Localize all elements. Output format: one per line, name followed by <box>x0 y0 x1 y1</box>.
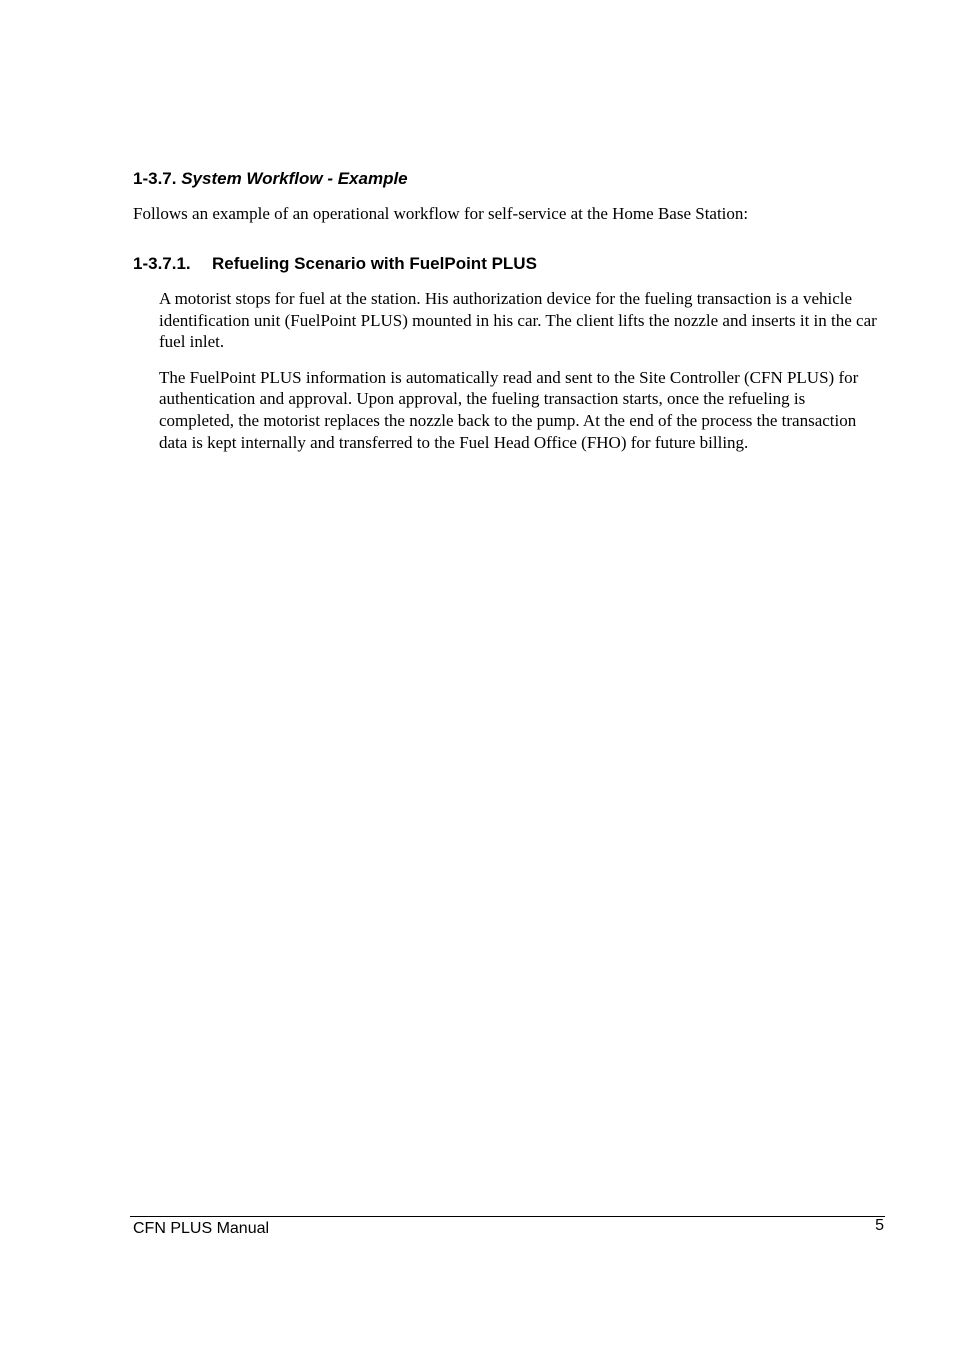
section-heading <box>133 168 408 190</box>
subsection-title: Refueling Scenario with FuelPoint PLUS <box>212 254 537 273</box>
subsection-body <box>159 288 881 467</box>
footer-manual-name: CFN PLUS Manual <box>133 1220 270 1237</box>
section-number: 1-3.7. <box>133 169 177 188</box>
footer-divider <box>130 1216 885 1217</box>
subsection-number: 1-3.7.1. <box>133 254 191 273</box>
section-title: System Workflow - Example <box>181 169 408 188</box>
subsection-heading <box>133 253 537 275</box>
paragraph-motorist: A motorist stops for fuel at the station. His authorization device for the fueling transaction is a vehicle identification unit (FuelPoint PLUS) mounted in his car. The client lifts the nozzle and inserts it in the car fuel inlet. <box>159 289 877 352</box>
section-intro: Follows an example of an operational workflow for self-service at the Home Base Station: <box>133 204 749 223</box>
paragraph-fuelpoint: The FuelPoint PLUS information is automatically read and sent to the Site Controller (CFN PLUS) for authentication and approval. Upon approval, the fueling transaction starts, once the refueling is completed, the motorist replaces the nozzle back to the pump. At the end of the process the transaction data is kept internally and transferred to the Fuel Head Office (FHO) for future billing. <box>159 367 859 452</box>
page-number: 5 <box>875 1217 884 1234</box>
